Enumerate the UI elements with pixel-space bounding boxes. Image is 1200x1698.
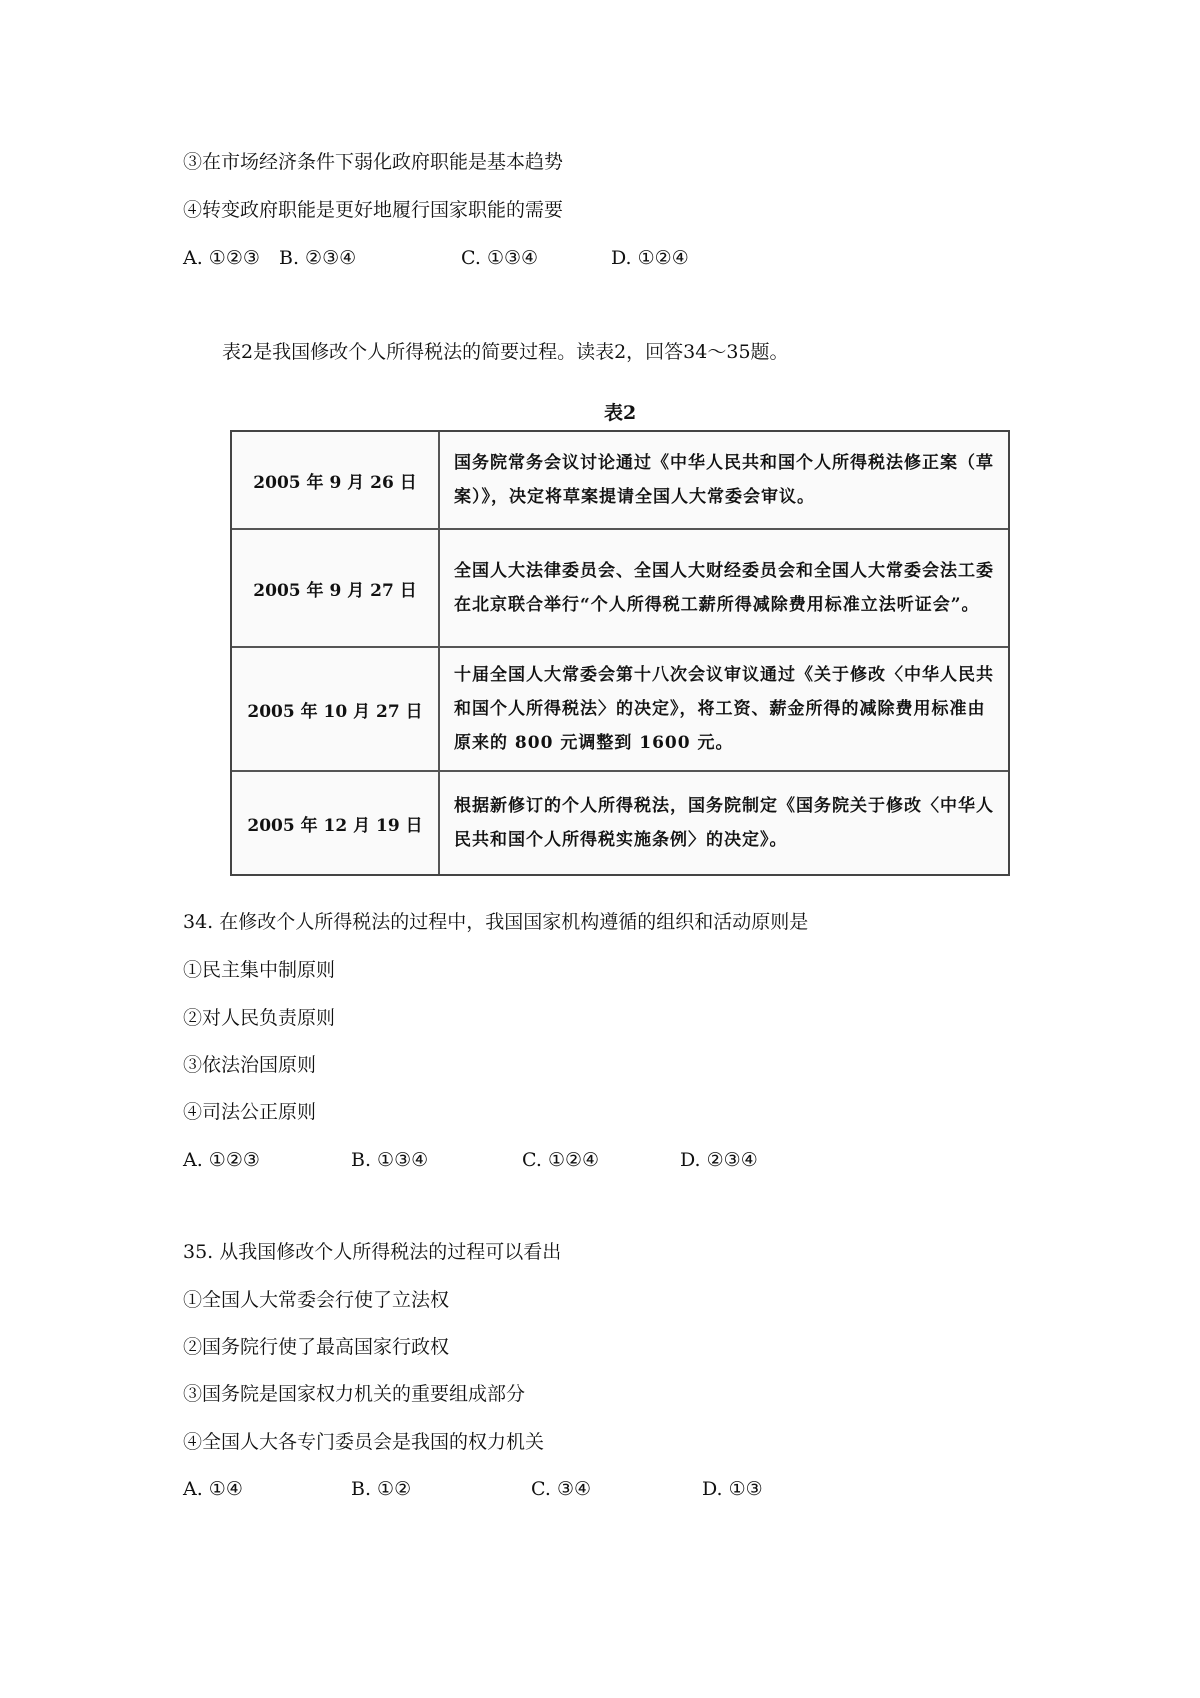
q34-option-b: B. ①③④	[351, 1149, 429, 1171]
q34-item-1: ①民主集中制原则	[183, 959, 336, 981]
table-row-text: 十届全国人大常委会第十八次会议审议通过《关于修改〈中华人民共和国个人所得税法〉的决定》，将工资、薪金所得的减除费用标准由原来的 800 元调整到 1600 元。	[454, 665, 994, 753]
q34-option-c: C. ①②④	[522, 1149, 600, 1171]
table-row-date: 2005 年 9 月 26 日	[232, 432, 440, 528]
q35-item-4: ④全国人大各专门委员会是我国的权力机关	[183, 1431, 545, 1453]
table-row	[232, 530, 1008, 648]
q35-stem: 35. 从我国修改个人所得税法的过程可以看出	[183, 1241, 562, 1263]
table-row-date: 2005 年 12 月 19 日	[232, 772, 440, 874]
q33-item-4: ④转变政府职能是更好地履行国家职能的需要	[183, 199, 564, 221]
table-row	[232, 432, 1008, 530]
q35-item-3: ③国务院是国家权力机关的重要组成部分	[183, 1383, 526, 1405]
q34-stem: 34. 在修改个人所得税法的过程中，我国国家机构遵循的组织和活动原则是	[183, 911, 809, 933]
q33-option-a: A. ①②③	[183, 247, 260, 269]
table-row	[232, 648, 1008, 772]
table-row-text: 根据新修订的个人所得税法，国务院制定《国务院关于修改〈中华人民共和国个人所得税实施条例〉的决定》。	[454, 796, 994, 850]
table-row-date: 2005 年 9 月 27 日	[232, 530, 440, 646]
q34-item-4: ④司法公正原则	[183, 1101, 317, 1123]
q34-item-2: ②对人民负责原则	[183, 1007, 336, 1029]
table-intro: 表2是我国修改个人所得税法的简要过程。读表2，回答34～35题。	[222, 341, 789, 363]
q34-option-d: D. ②③④	[680, 1149, 758, 1171]
q34-item-3: ③依法治国原则	[183, 1054, 317, 1076]
table-row-date: 2005 年 10 月 27 日	[232, 648, 440, 770]
q33-option-c: C. ①③④	[461, 247, 539, 269]
q35-item-2: ②国务院行使了最高国家行政权	[183, 1336, 450, 1358]
table-row	[232, 772, 1008, 874]
q35-option-a: A. ①④	[183, 1478, 243, 1500]
q33-option-b: B. ②③④	[279, 247, 357, 269]
table-row-text: 全国人大法律委员会、全国人大财经委员会和全国人大常委会法工委在北京联合举行“个人所得税工薪所得减除费用标准立法听证会”。	[454, 561, 994, 615]
q35-option-d: D. ①③	[702, 1478, 763, 1500]
q33-options	[183, 246, 1083, 270]
q34-options	[183, 1148, 1083, 1172]
q35-option-b: B. ①②	[351, 1478, 412, 1500]
q34-option-a: A. ①②③	[183, 1149, 260, 1171]
q35-item-1: ①全国人大常委会行使了立法权	[183, 1289, 450, 1311]
q35-options	[183, 1477, 1083, 1501]
table-row-text: 国务院常务会议讨论通过《中华人民共和国个人所得税法修正案（草案）》，决定将草案提请全国人大常委会审议。	[454, 453, 994, 507]
q35-option-c: C. ③④	[531, 1478, 592, 1500]
q33-item-3: ③在市场经济条件下弱化政府职能是基本趋势	[183, 151, 564, 173]
table-caption: 表2	[604, 402, 637, 424]
q33-option-d: D. ①②④	[611, 247, 689, 269]
law-revision-table	[230, 430, 1010, 876]
